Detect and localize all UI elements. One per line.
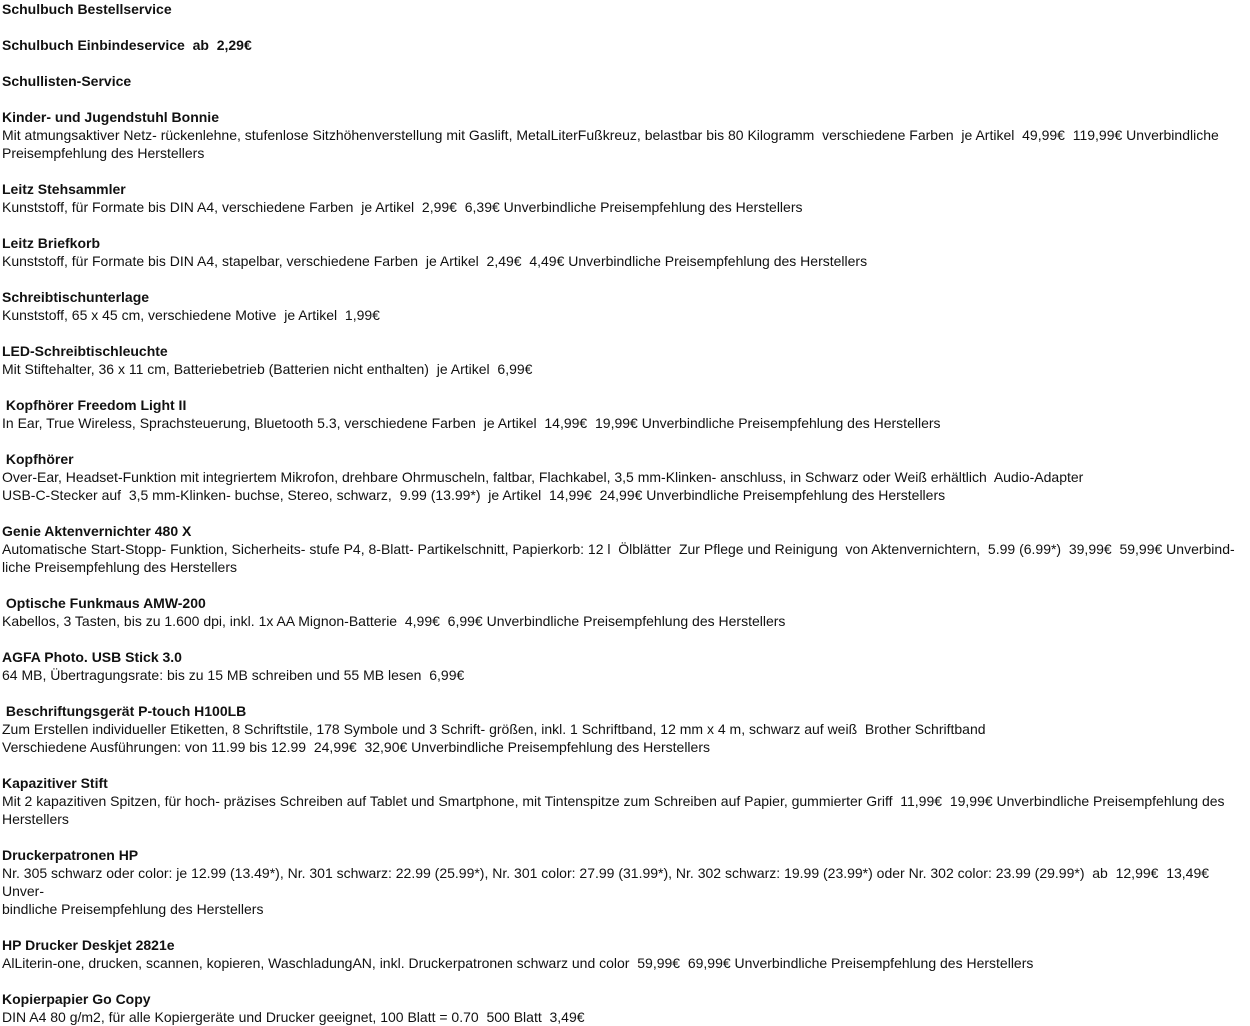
item-title: Schullisten-Service <box>2 73 132 89</box>
list-item <box>2 342 1250 378</box>
list-item <box>2 990 1250 1026</box>
list-item <box>2 648 1250 684</box>
item-title: Leitz Stehsammler <box>2 181 126 197</box>
item-title: LED-Schreibtischleuchte <box>2 343 168 359</box>
item-description: AlLiterin-one, drucken, scannen, kopieren, WaschladungAN, inkl. Druckerpatronen schwarz und color 59,99€ 69,99€ Unverbindliche Preisempfehlung des Herstellers <box>2 955 1034 971</box>
list-item <box>2 288 1250 324</box>
list-item <box>2 108 1250 162</box>
list-item <box>2 396 1250 432</box>
item-description: Automatische Start-Stopp- Funktion, Sicherheits- stufe P4, 8-Blatt- Partikelschnitt, Papierkorb: 12 l Ölblätter Zur Pflege und Reinigung von Aktenvernichtern, 5.99 (6.99*) 39,99€ 59,99€ Unverbind- liche Preisempfehlung des Herstellers <box>2 541 1235 575</box>
item-description: 64 MB, Übertragungsrate: bis zu 15 MB schreiben und 55 MB lesen 6,99€ <box>2 667 465 683</box>
item-title: Kopfhörer <box>2 451 74 467</box>
item-description: Kabellos, 3 Tasten, bis zu 1.600 dpi, inkl. 1x AA Mignon-Batterie 4,99€ 6,99€ Unverbindliche Preisempfehlung des Herstellers <box>2 613 786 629</box>
item-description: Mit Stiftehalter, 36 x 11 cm, Batteriebetrieb (Batterien nicht enthalten) je Artikel 6,99€ <box>2 361 533 377</box>
item-title: Kapazitiver Stift <box>2 775 108 791</box>
item-description: Zum Erstellen individueller Etiketten, 8 Schriftstile, 178 Symbole und 3 Schrift- größen, inkl. 1 Schriftband, 12 mm x 4 m, schwarz auf weiß Brother Schriftband Verschiedene Ausführungen: von 11.99 bis 12.99 24,99€ 32,90€ Unverbindliche Preisempfehlung des Herstellers <box>2 721 986 755</box>
item-description: In Ear, True Wireless, Sprachsteuerung, Bluetooth 5.3, verschiedene Farben je Artikel 14,99€ 19,99€ Unverbindliche Preisempfehlung des Herstellers <box>2 415 941 431</box>
item-title: Kinder- und Jugendstuhl Bonnie <box>2 109 219 125</box>
item-title: Schulbuch Bestellservice <box>2 1 172 17</box>
list-item <box>2 0 1250 18</box>
item-description: Kunststoff, 65 x 45 cm, verschiedene Motive je Artikel 1,99€ <box>2 307 380 323</box>
item-description: Over-Ear, Headset-Funktion mit integriertem Mikrofon, drehbare Ohrmuscheln, faltbar, Flachkabel, 3,5 mm-Klinken- anschluss, in Schwarz oder Weiß erhältlich Audio-Adapter USB-C-Stecker auf 3,5 mm-Klinken- buchse, Stereo, schwarz, 9.99 (13.99*) je Artikel 14,99€ 24,99€ Unverbindliche Preisempfehlung des Herstellers <box>2 469 1084 503</box>
item-title: AGFA Photo. USB Stick 3.0 <box>2 649 182 665</box>
list-item <box>2 774 1250 828</box>
list-item <box>2 234 1250 270</box>
item-title: Kopierpapier Go Copy <box>2 991 151 1007</box>
item-title: Beschriftungsgerät P-touch H100LB <box>2 703 247 719</box>
list-item <box>2 36 1250 54</box>
list-item <box>2 702 1250 756</box>
item-description: Nr. 305 schwarz oder color: je 12.99 (13.49*), Nr. 301 schwarz: 22.99 (25.99*), Nr. 301 color: 27.99 (31.99*), Nr. 302 schwarz: 19.99 (23.99*) oder Nr. 302 color: 23.99 (29.99*) ab 12,99€ 13,49€ Unver- bindliche Preisempfehlung des Herstellers <box>2 865 1210 917</box>
item-title: Schulbuch Einbindeservice ab 2,29€ <box>2 37 252 53</box>
item-description: DIN A4 80 g/m2, für alle Kopiergeräte und Drucker geeignet, 100 Blatt = 0.70 500 Blatt 3,49€ <box>2 1009 585 1025</box>
list-item <box>2 522 1250 576</box>
item-title: Genie Aktenvernichter 480 X <box>2 523 192 539</box>
list-item <box>2 180 1250 216</box>
item-title: HP Drucker Deskjet 2821e <box>2 937 175 953</box>
list-item <box>2 594 1250 630</box>
item-description: Kunststoff, für Formate bis DIN A4, verschiedene Farben je Artikel 2,99€ 6,39€ Unverbindliche Preisempfehlung des Herstellers <box>2 199 803 215</box>
item-title: Kopfhörer Freedom Light II <box>2 397 187 413</box>
list-item <box>2 936 1250 972</box>
item-title: Leitz Briefkorb <box>2 235 101 251</box>
item-description: Kunststoff, für Formate bis DIN A4, stapelbar, verschiedene Farben je Artikel 2,49€ 4,49€ Unverbindliche Preisempfehlung des Herstellers <box>2 253 868 269</box>
item-title: Druckerpatronen HP <box>2 847 139 863</box>
list-item <box>2 72 1250 90</box>
item-description: Mit 2 kapazitiven Spitzen, für hoch- präzises Schreiben auf Tablet und Smartphone, mit Tintenspitze zum Schreiben auf Papier, gummierter Griff 11,99€ 19,99€ Unverbindliche Preisempfehlung des Herstellers <box>2 793 1225 827</box>
item-description: Mit atmungsaktiver Netz- rückenlehne, stufenlose Sitzhöhenverstellung mit Gaslift, MetalLiterFußkreuz, belastbar bis 80 Kilogramm verschiedene Farben je Artikel 49,99€ 119,99€ Unverbindliche Preisempfehlung des Herstellers <box>2 127 1223 161</box>
item-title: Optische Funkmaus AMW-200 <box>2 595 206 611</box>
list-item <box>2 450 1250 504</box>
list-item <box>2 846 1250 918</box>
item-title: Schreibtischunterlage <box>2 289 150 305</box>
